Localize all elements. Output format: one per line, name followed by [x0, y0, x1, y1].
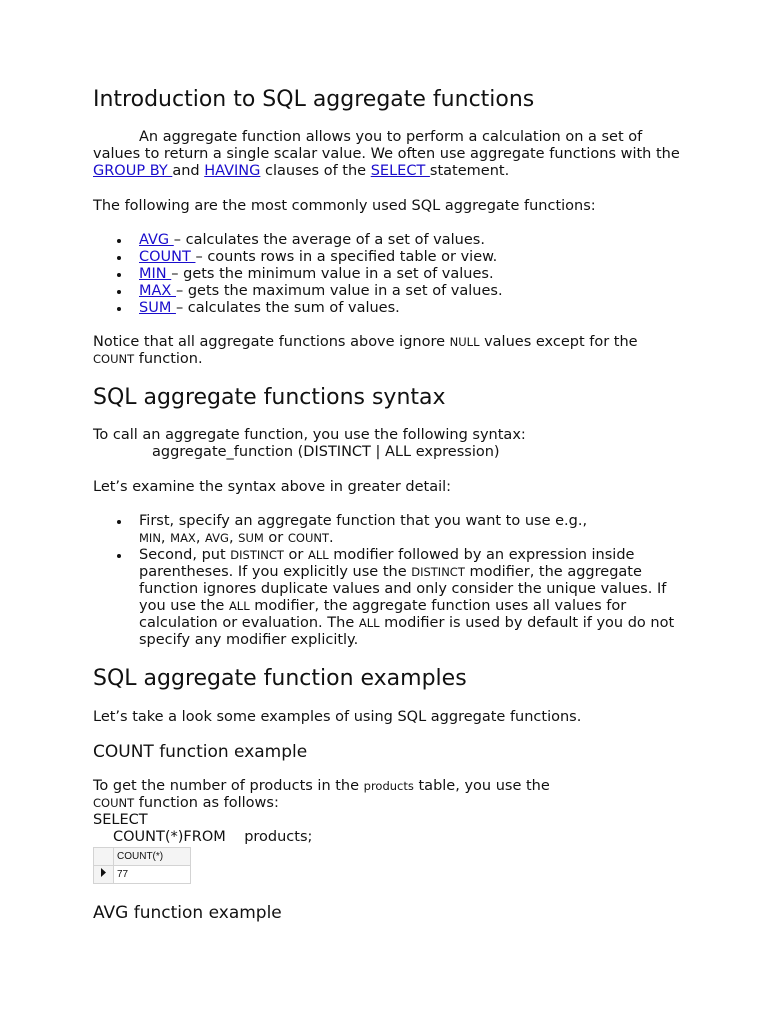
row-selector-icon[interactable] — [94, 866, 114, 884]
result-grid — [93, 847, 191, 884]
max-link[interactable]: MAX — [139, 283, 176, 299]
notice-paragraph: Notice that all aggregate functions above ignore NULL values except for the COUNT function. — [93, 334, 638, 367]
result-grid-corner — [94, 848, 114, 866]
code-line-select: SELECT — [93, 812, 148, 828]
examples-heading: SQL aggregate function examples — [93, 666, 467, 691]
syntax-code: aggregate_function (DISTINCT | ALL expression) — [152, 444, 500, 460]
list-item-max: MAX – gets the maximum value in a set of values. — [93, 283, 693, 300]
min-link[interactable]: MIN — [139, 266, 172, 282]
having-link[interactable]: HAVING — [204, 163, 261, 179]
sum-link[interactable]: SUM — [139, 300, 176, 316]
avg-link[interactable]: AVG — [139, 232, 174, 248]
result-grid-cell: 77 — [114, 866, 191, 884]
examples-intro-text: Let’s take a look some examples of using SQL aggregate functions. — [93, 709, 582, 725]
avg-example-heading: AVG function example — [93, 903, 282, 923]
list-item-count: COUNT – counts rows in a specified table or view. — [93, 249, 693, 266]
list-item-avg: AVG – calculates the average of a set of values. — [93, 232, 693, 249]
functions-intro-text: The following are the most commonly used SQL aggregate functions: — [93, 198, 596, 214]
count-link[interactable]: COUNT — [139, 249, 196, 265]
syntax-details-list — [93, 513, 683, 649]
aggregate-functions-list — [93, 232, 693, 317]
syntax-heading: SQL aggregate functions syntax — [93, 385, 446, 410]
syntax-intro-text: To call an aggregate function, you use the following syntax: — [93, 427, 526, 443]
intro-heading: Introduction to SQL aggregate functions — [93, 87, 535, 112]
result-grid-row[interactable] — [94, 866, 191, 884]
count-example-text: To get the number of products in the products table, you use the COUNT function as follows: — [93, 778, 550, 811]
intro-paragraph: An aggregate function allows you to perform a calculation on a set of values to return a single scalar value. We often use aggregate functions with the GROUP BY and HAVING clauses of the SELECT statement. — [93, 129, 680, 179]
syntax-detail-text: Let’s examine the syntax above in greater detail: — [93, 479, 452, 495]
play-arrow-icon — [100, 868, 107, 877]
count-example-heading: COUNT function example — [93, 742, 308, 762]
group-by-link[interactable]: GROUP BY — [93, 163, 173, 179]
code-line-count-from: COUNT(*)FROM products; — [113, 829, 313, 845]
result-grid-column-header: COUNT(*) — [114, 848, 191, 866]
list-item-sum: SUM – calculates the sum of values. — [93, 300, 693, 317]
list-item-specify-function: First, specify an aggregate function that you want to use e.g., MIN, MAX, AVG, SUM or COUNT. — [93, 513, 683, 547]
list-item-min: MIN – gets the minimum value in a set of values. — [93, 266, 693, 283]
select-link[interactable]: SELECT — [370, 163, 430, 179]
list-item-modifier: Second, put DISTINCT or ALL modifier followed by an expression inside parentheses. If you explicitly use the DISTINCT modifier, the aggregate function ignores duplicate values and only consider the unique values. If you use the ALL modifier, the aggregate function uses all values for calculation or evaluation. The ALL modifier is used by default if you do not specify any modifier explicitly. — [93, 547, 683, 649]
result-grid-header-row — [94, 848, 191, 866]
